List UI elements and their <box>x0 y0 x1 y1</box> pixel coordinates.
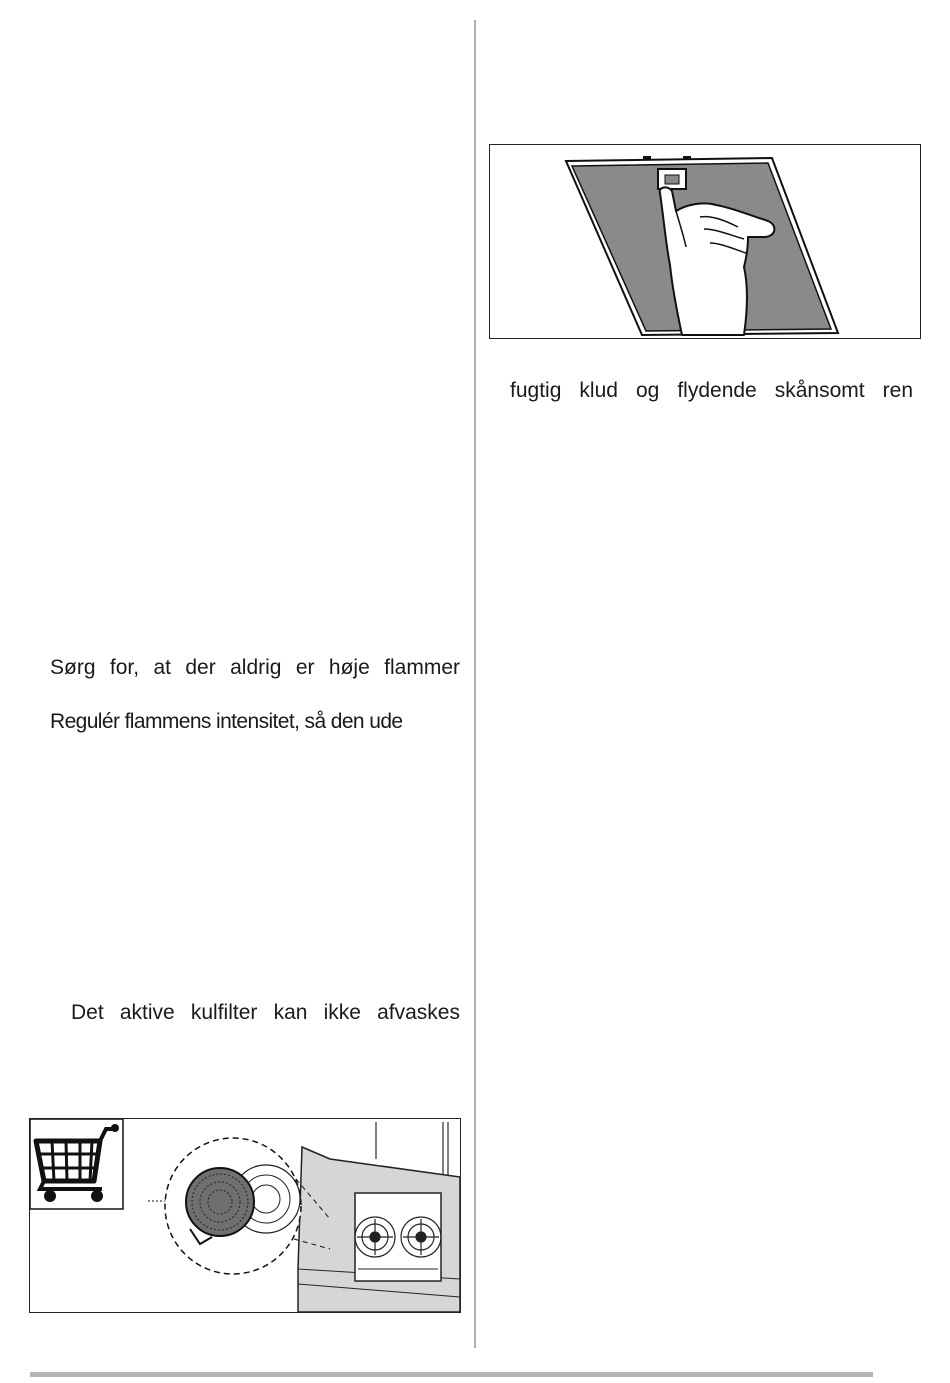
carbon-filter-figure <box>29 1118 461 1313</box>
text-regulate-flames: Regulér flammens intensitet, så den ude <box>50 710 403 733</box>
text-cleaning-cloth: fugtig klud og flydende skånsomt ren <box>510 379 913 402</box>
footer-rule <box>30 1372 873 1377</box>
hand-removing-filter-illustration <box>490 145 920 338</box>
text-carbon-filter-note: Det aktive kulfilter kan ikke afvaskes <box>71 1001 460 1024</box>
carbon-filter-illustration <box>30 1119 460 1312</box>
grease-filter-figure <box>489 144 921 339</box>
text-flame-warning: Sørg for, at der aldrig er høje flammer <box>50 656 460 679</box>
column-divider <box>474 20 476 1348</box>
